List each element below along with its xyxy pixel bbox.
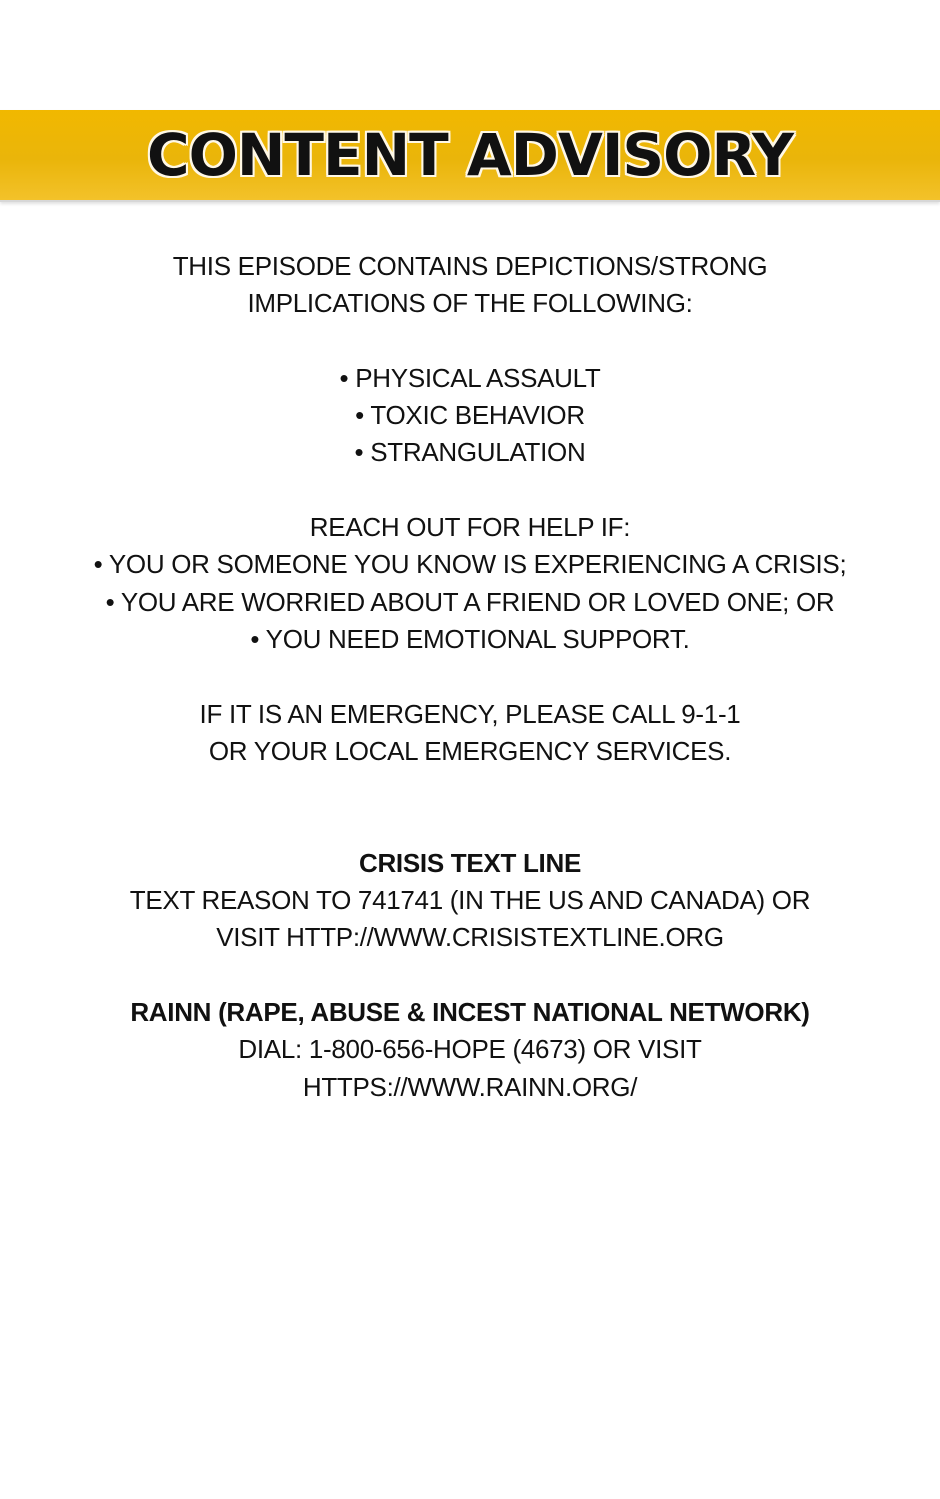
rainn-line-1: DIAL: 1-800-656-HOPE (4673) OR VISIT (238, 1034, 702, 1065)
warning-item: • PHYSICAL ASSAULT (339, 362, 601, 393)
emergency-line-1: IF IT IS AN EMERGENCY, PLEASE CALL 9-1-1 (199, 698, 741, 729)
warning-item: • STRANGULATION (354, 437, 586, 468)
help-item: • YOU ARE WORRIED ABOUT A FRIEND OR LOVED ONE; OR (105, 586, 835, 617)
help-item: • YOU OR SOMEONE YOU KNOW IS EXPERIENCING A CRISIS; (93, 549, 847, 580)
help-heading: REACH OUT FOR HELP IF: (309, 512, 631, 543)
crisis-text-line-line-2: VISIT HTTP://WWW.CRISISTEXTLINE.ORG (216, 922, 724, 953)
help-item: • YOU NEED EMOTIONAL SUPPORT. (250, 623, 690, 654)
rainn-line-2: HTTPS://WWW.RAINN.ORG/ (302, 1071, 638, 1102)
emergency-line-2: OR YOUR LOCAL EMERGENCY SERVICES. (208, 735, 732, 766)
crisis-text-line-line-1: TEXT REASON TO 741741 (IN THE US AND CANADA) OR (129, 885, 811, 916)
rainn-title: RAINN (RAPE, ABUSE & INCEST NATIONAL NETWORK) (130, 996, 810, 1027)
advisory-banner (0, 110, 940, 202)
advisory-content (20, 248, 920, 1106)
intro-line-2: IMPLICATIONS OF THE FOLLOWING: (247, 288, 693, 319)
page-title: CONTENT ADVISORY (147, 121, 793, 189)
warning-item: • TOXIC BEHAVIOR (355, 400, 585, 431)
intro-line-1: THIS EPISODE CONTAINS DEPICTIONS/STRONG (172, 251, 768, 281)
crisis-text-line-title: CRISIS TEXT LINE (358, 847, 581, 878)
